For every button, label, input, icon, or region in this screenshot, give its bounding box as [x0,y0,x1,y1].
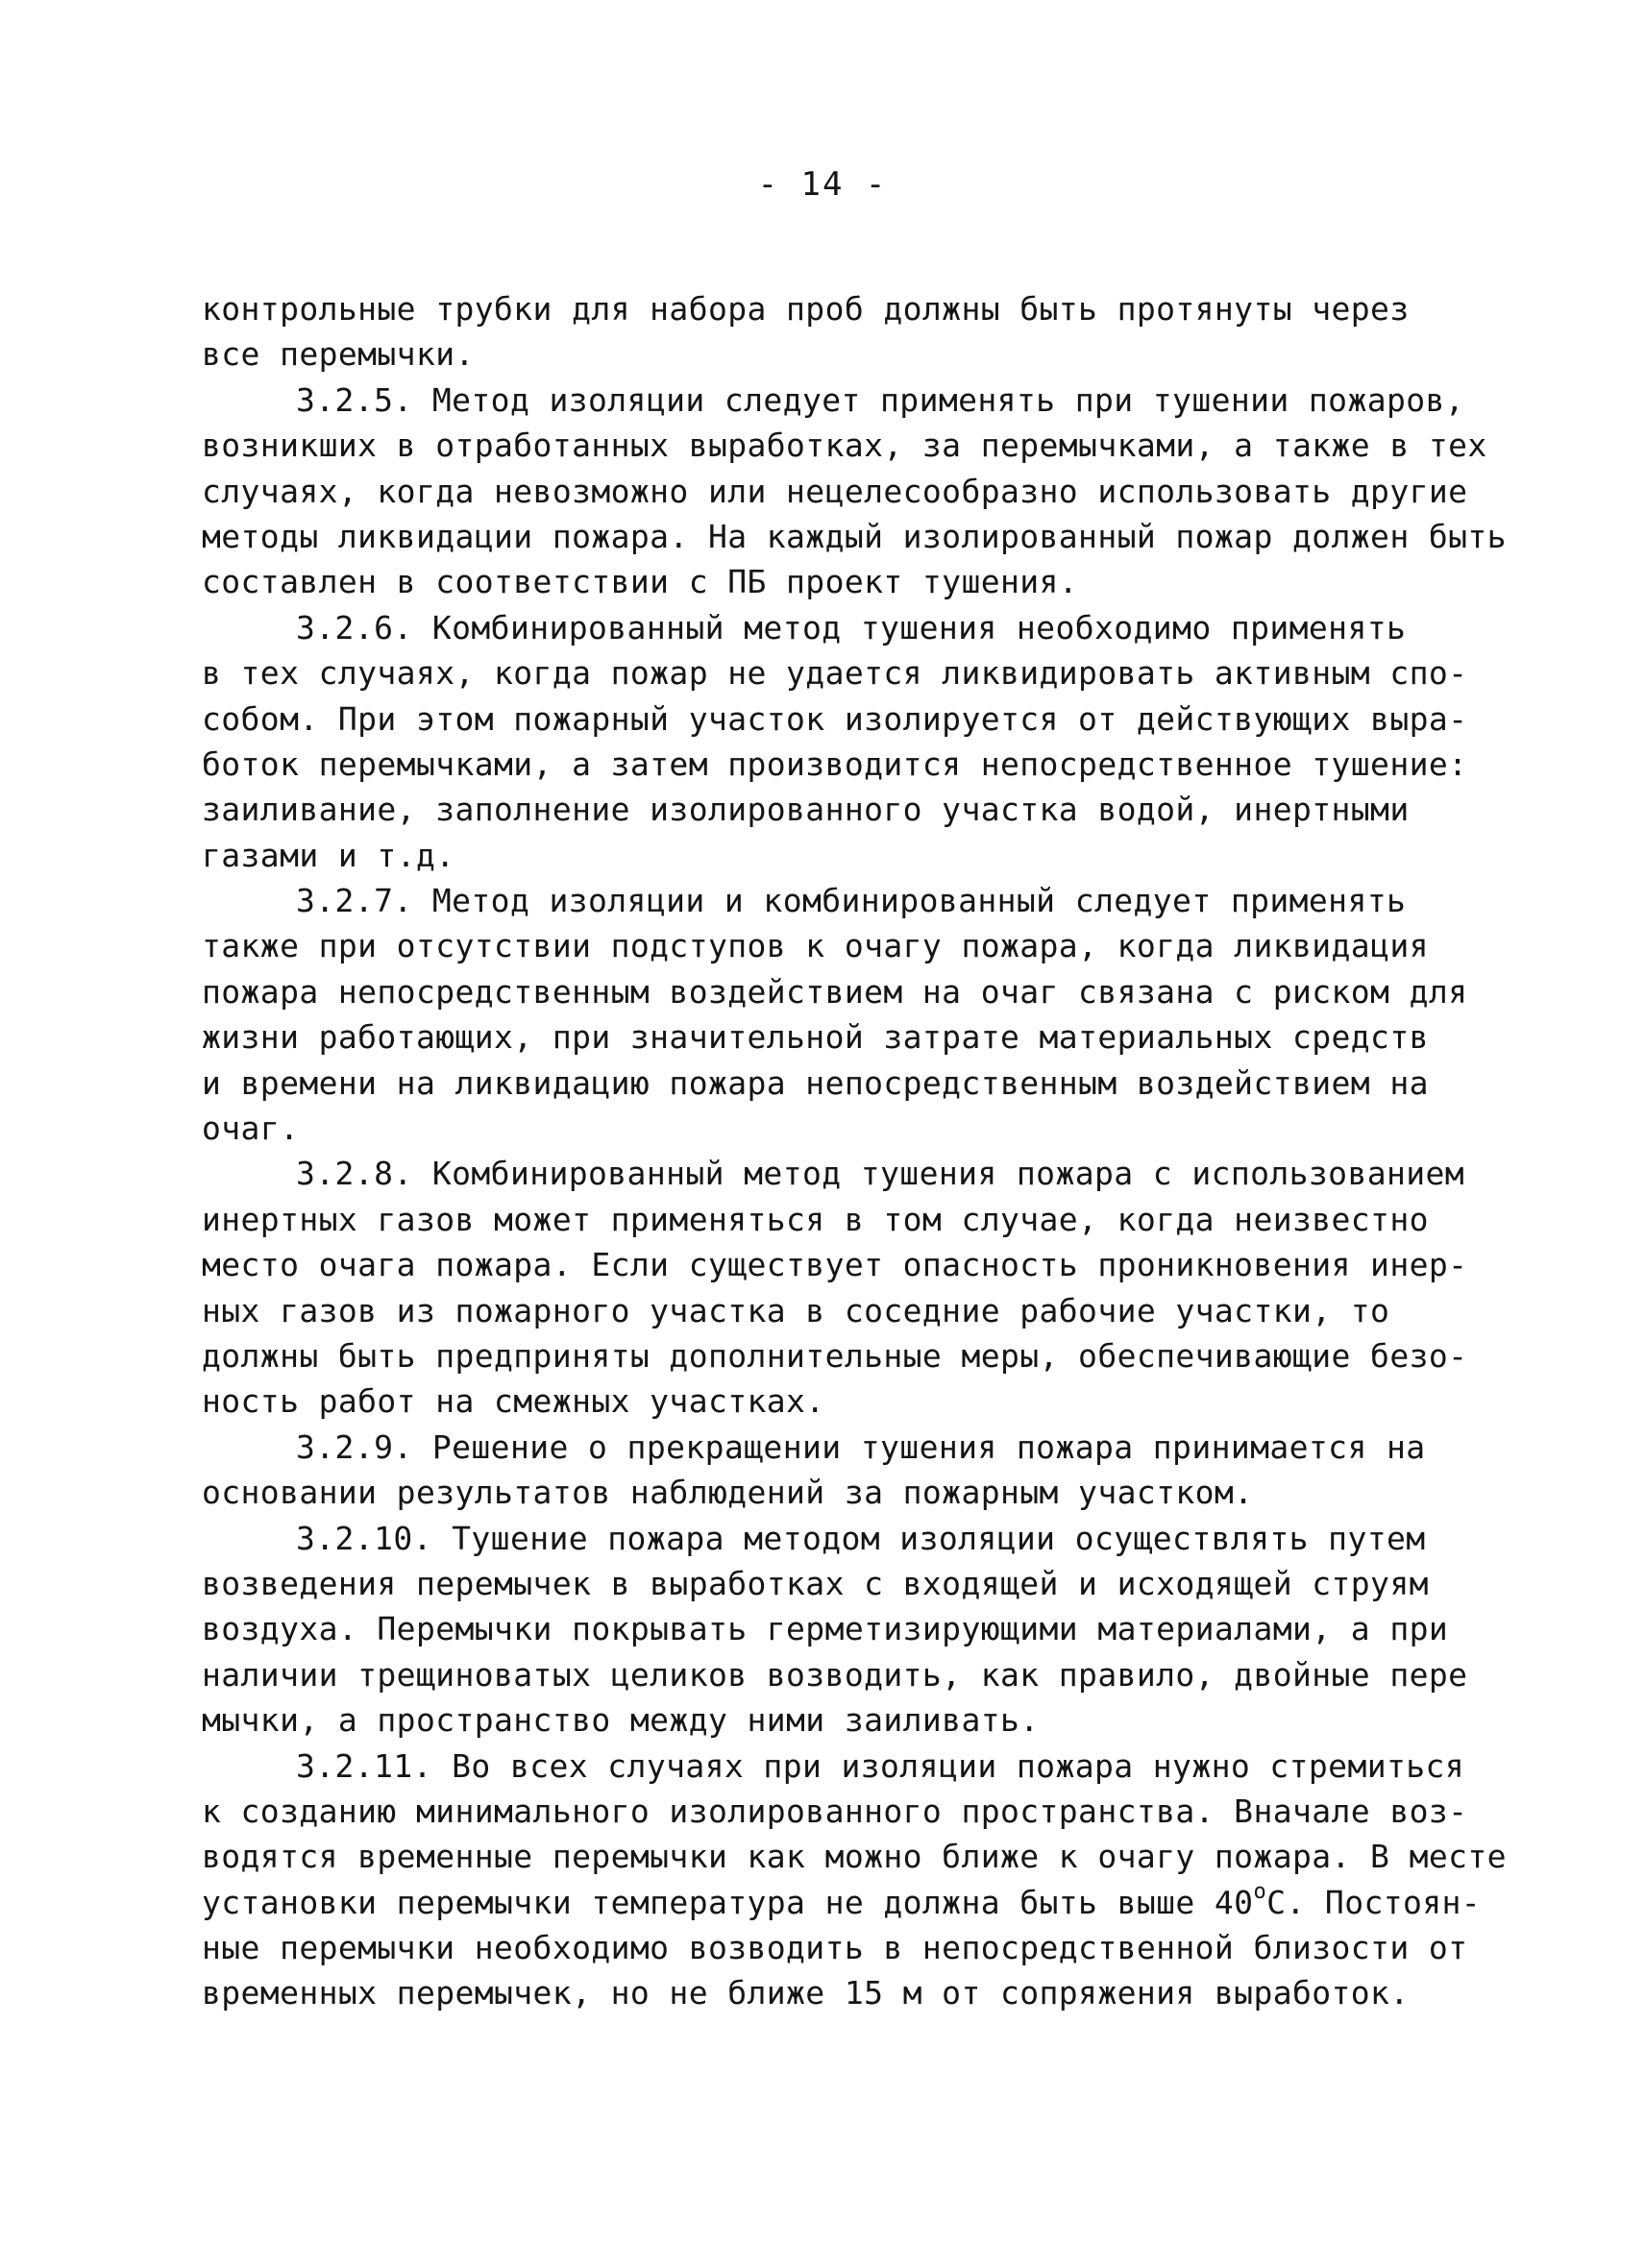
text-line: и времени на ликвидацию пожара непосредственным воздействием на [202,1063,1429,1102]
text-line: также при отсутствии подступов к очагу пожара, когда ликвидация [202,927,1429,965]
text-line: наличии трещиноватых целиков возводить, как правило, двойные пере [202,1655,1468,1694]
text-line: должны быть предприняты дополнительные меры, обеспечивающие безо- [202,1336,1468,1375]
body-text [202,286,1507,2016]
text-line: методы ликвидации пожара. На каждый изолированный пожар должен быть [202,517,1507,555]
text-line: жизни работающих, при значительной затрате материальных средств [202,1018,1429,1057]
text-line: ность работ на смежных участках. [202,1382,825,1421]
text-line: основании результатов наблюдений за пожарным участком. [202,1474,1254,1512]
paragraph-3-2-7: 3.2.7. Метод изоляции и комбинированный следует применять [296,882,1407,920]
text-line: случаях, когда невозможно или нецелесообразно использовать другие [202,472,1468,510]
text-line: место очага пожара. Если существует опасность проникновения инер- [202,1246,1468,1284]
text-line: инертных газов может применяться в том случае, когда неизвестно [202,1200,1429,1238]
temperature-text: установки перемычки температура не должна быть выше 40 [202,1883,1254,1921]
paragraph-3-2-6: 3.2.6. Комбинированный метод тушения необходимо применять [296,608,1407,646]
text-line: заиливание, заполнение изолированного участка водой, инертными [202,791,1410,829]
degree-sign: o [1253,1879,1267,1904]
text-line-temperature [202,1880,1489,1925]
paragraph-3-2-5: 3.2.5. Метод изоляции следует применять при тушении пожаров, [296,380,1465,419]
text-line: водятся временные перемычки как можно ближе к очагу пожара. В месте [202,1838,1507,1876]
page-number: - 14 - [757,165,888,204]
paragraph-3-2-9: 3.2.9. Решение о прекращении тушения пожара принимается на [296,1427,1426,1466]
text-line: контрольные трубки для набора проб должны быть протянуты через [202,290,1410,328]
text-line: пожара непосредственным воздействием на очаг связана с риском для [202,972,1468,1011]
text-line: ные перемычки необходимо возводить в непосредственной близости от [202,1929,1468,1967]
text-line: возникших в отработанных выработках, за перемычками, а также в тех [202,427,1487,465]
text-line: ных газов из пожарного участка в соседние рабочие участки, то [202,1291,1390,1329]
text-line: газами и т.д. [202,836,455,874]
text-line: мычки, а пространство между ними заиливать. [202,1701,1040,1740]
text-line: боток перемычками, а затем производится непосредственное тушение: [202,744,1468,783]
text-line: очаг. [202,1110,300,1148]
temperature-unit-text: С. Постоян- [1266,1883,1482,1921]
paragraph-3-2-8: 3.2.8. Комбинированный метод тушения пожара с использованием [296,1155,1465,1193]
text-line: воздуха. Перемычки покрывать герметизирующими материалами, а при [202,1610,1449,1648]
text-line: собом. При этом пожарный участок изолируется от действующих выра- [202,699,1468,738]
paragraph-3-2-11: 3.2.11. Во всех случаях при изоляции пожара нужно стремиться [296,1746,1465,1785]
paragraph-3-2-10: 3.2.10. Тушение пожара методом изоляции осуществлять путем [296,1519,1426,1557]
text-line: в тех случаях, когда пожар не удается ликвидировать активным спо- [202,654,1468,693]
text-line: все перемычки. [202,335,475,374]
text-line: к созданию минимального изолированного пространства. Вначале воз- [202,1792,1468,1830]
text-line: временных перемычек, но не ближе 15 м от сопряжения выработок. [202,1974,1410,2012]
text-line: составлен в соответствии с ПБ проект тушения. [202,563,1079,601]
text-line: возведения перемычек в выработках с входящей и исходящей струям [202,1564,1429,1602]
